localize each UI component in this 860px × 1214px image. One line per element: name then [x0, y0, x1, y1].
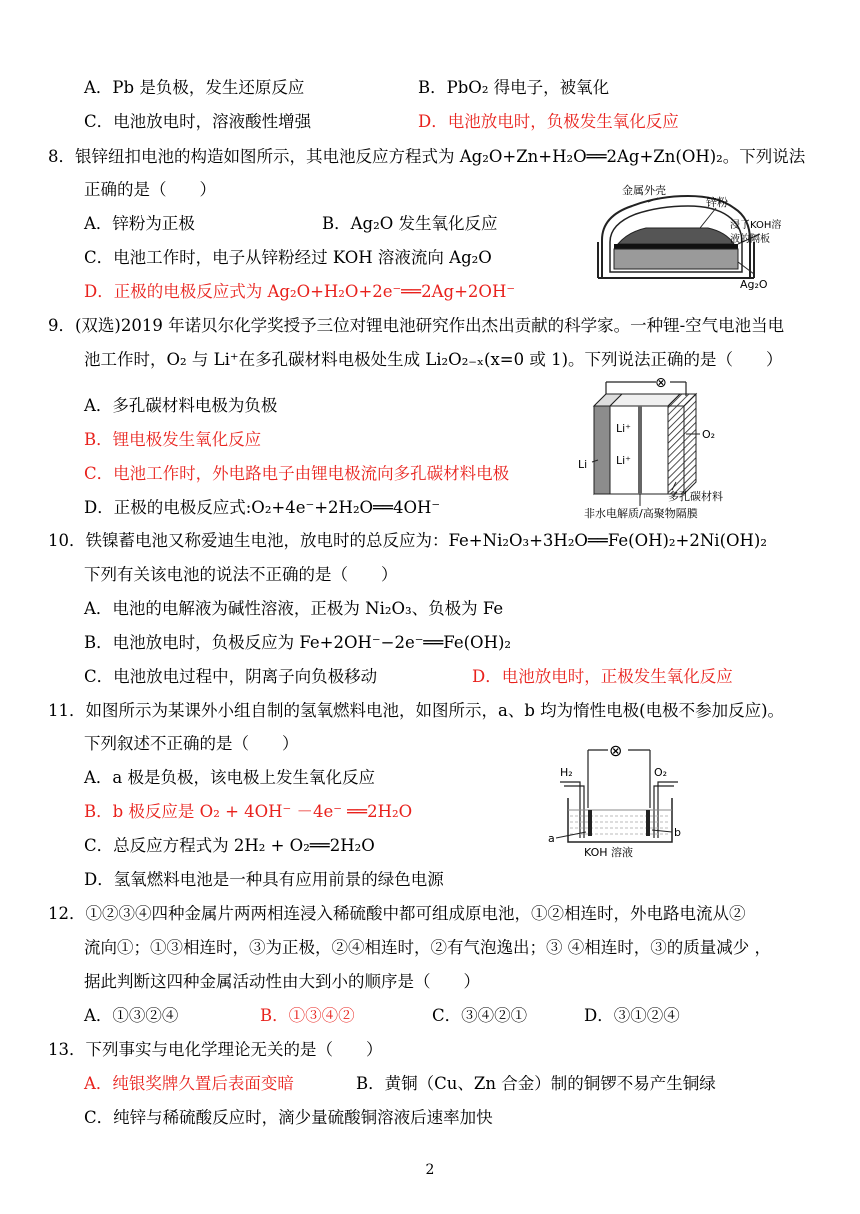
q7-option-b: B．PbO₂ 得电子，被氧化: [418, 78, 610, 97]
fuel-cell-diagram: [546, 738, 696, 858]
q8-stem-line2: 正确的是（ ）: [84, 180, 216, 199]
q12-stem-line1: 12．①②③④四种金属片两两相连浸入稀硫酸中都可组成原电池，①②相连时，外电路电流从②: [48, 904, 746, 923]
label-li: Li: [578, 458, 588, 471]
label-koh-solution: KOH 溶液: [584, 846, 634, 858]
q13-option-c: C．纯锌与稀硫酸反应时，滴少量硫酸铜溶液后速率加快: [84, 1108, 493, 1127]
q8-stem-line1: 8．银锌纽扣电池的构造如图所示，其电池反应方程式为 Ag₂O+Zn+H₂O══2Ag+Zn(OH)₂。下列说法: [48, 147, 806, 166]
label-metal-shell: 金属外壳: [622, 184, 666, 197]
q9-option-a: A．多孔碳材料电极为负极: [84, 396, 278, 415]
q11-option-b-answer: B．b 极反应是 O₂ + 4OH⁻ －4e⁻ ══2H₂O: [84, 802, 413, 821]
q7-option-c: C．电池放电时，溶液酸性增强: [84, 112, 312, 131]
label-o2: O₂: [702, 428, 716, 441]
page-number: 2: [425, 1162, 435, 1178]
q7-option-d-answer: D．电池放电时，负极发生氧化反应: [418, 112, 679, 131]
q9-option-c-answer: C．电池工作时，外电路电子由锂电极流向多孔碳材料电极: [84, 464, 510, 483]
label-li-ion-1: Li⁺: [616, 422, 631, 435]
q11-option-a: A．a 极是负极，该电极上发生氧化反应: [84, 768, 375, 787]
q8-option-d-answer: D．正极的电极反应式为 Ag₂O+H₂O+2e⁻══2Ag+2OH⁻: [84, 282, 516, 301]
label-zinc-powder: 锌粉: [706, 196, 728, 209]
q8-option-b: B．Ag₂O 发生氧化反应: [322, 214, 498, 233]
q10-option-d-answer: D．电池放电时，正极发生氧化反应: [472, 667, 733, 686]
label-ag2o: Ag₂O: [740, 278, 768, 291]
label-electrode-a: a: [548, 832, 555, 845]
q8-option-a: A．锌粉为正极: [84, 214, 195, 233]
label-electrode-b: b: [674, 826, 681, 839]
q7-option-a: A．Pb 是负极，发生还原反应: [84, 78, 305, 97]
q10-option-a: A．电池的电解液为碱性溶液，正极为 Ni₂O₃、负极为 Fe: [84, 599, 504, 618]
q13-option-b: B．黄铜（Cu、Zn 合金）制的铜锣不易产生铜绿: [356, 1074, 716, 1093]
q13-stem: 13．下列事实与电化学理论无关的是（ ）: [48, 1040, 383, 1059]
q13-option-a-answer: A．纯银奖牌久置后表面变暗: [84, 1074, 294, 1093]
label-h2: H₂: [560, 766, 573, 779]
label-separator-1: 浸了KOH溶: [730, 220, 782, 231]
q12-stem-line2: 流向①；①③相连时，③为正极，②④相连时，②有气泡逸出；③ ④相连时，③的质量减少 ，: [84, 938, 771, 957]
q11-option-c: C．总反应方程式为 2H₂ + O₂══2H₂O: [84, 836, 375, 855]
q12-option-b-answer: B．①③④②: [260, 1006, 355, 1025]
q8-option-c: C．电池工作时，电子从锌粉经过 KOH 溶液流向 Ag₂O: [84, 248, 492, 267]
q12-stem-line3: 据此判断这四种金属活动性由大到小的顺序是（ ）: [84, 972, 480, 991]
q10-stem-line2: 下列有关该电池的说法不正确的是（ ）: [84, 565, 398, 584]
q11-stem-line1: 11．如图所示为某课外小组自制的氢氧燃料电池，如图所示，a、b 均为惰性电极(电极不参加反应)。: [48, 701, 785, 720]
label-membrane: 非水电解质/高聚物隔膜: [584, 507, 698, 520]
label-separator-2: 液的隔板: [730, 234, 770, 245]
label-porous-carbon: 多孔碳材料: [668, 490, 723, 503]
bulb-icon: ⊗: [609, 741, 623, 760]
q10-stem-line1: 10．铁镍蓄电池又称爱迪生电池，放电时的总反应为：Fe+Ni₂O₃+3H₂O══Fe(OH)₂+2Ni(OH)₂: [48, 531, 767, 550]
q12-option-d: D．③①②④: [584, 1006, 680, 1025]
q11-stem-line2: 下列叙述不正确的是（ ）: [84, 734, 299, 753]
q9-option-b-answer: B．锂电极发生氧化反应: [84, 430, 262, 449]
q10-option-c: C．电池放电过程中，阴离子向负极移动: [84, 667, 378, 686]
label-o2: O₂: [654, 766, 668, 779]
bulb-icon: ⊗: [655, 375, 667, 391]
q9-stem-line2: 池工作时，O₂ 与 Li⁺在多孔碳材料电极处生成 Li₂O₂₋ₓ(x=0 或 1)。下列说法正确的是（ ）: [84, 350, 783, 369]
q9-stem-line1: 9．(双选)2019 年诺贝尔化学奖授予三位对锂电池研究作出杰出贡献的科学家。一种锂-空气电池当电: [48, 316, 785, 335]
q12-option-a: A．①③②④: [84, 1006, 179, 1025]
button-cell-diagram: [588, 182, 788, 294]
label-li-ion-2: Li⁺: [616, 454, 631, 467]
q10-option-b: B．电池放电时，负极反应为 Fe+2OH⁻−2e⁻══Fe(OH)₂: [84, 633, 512, 652]
q11-option-d: D．氢氧燃料电池是一种具有应用前景的绿色电源: [84, 870, 444, 889]
q12-option-c: C．③④②①: [432, 1006, 528, 1025]
lithium-air-cell-diagram: [576, 372, 736, 524]
q9-option-d: D．正极的电极反应式:O₂+4e⁻+2H₂O══4OH⁻: [84, 498, 441, 517]
